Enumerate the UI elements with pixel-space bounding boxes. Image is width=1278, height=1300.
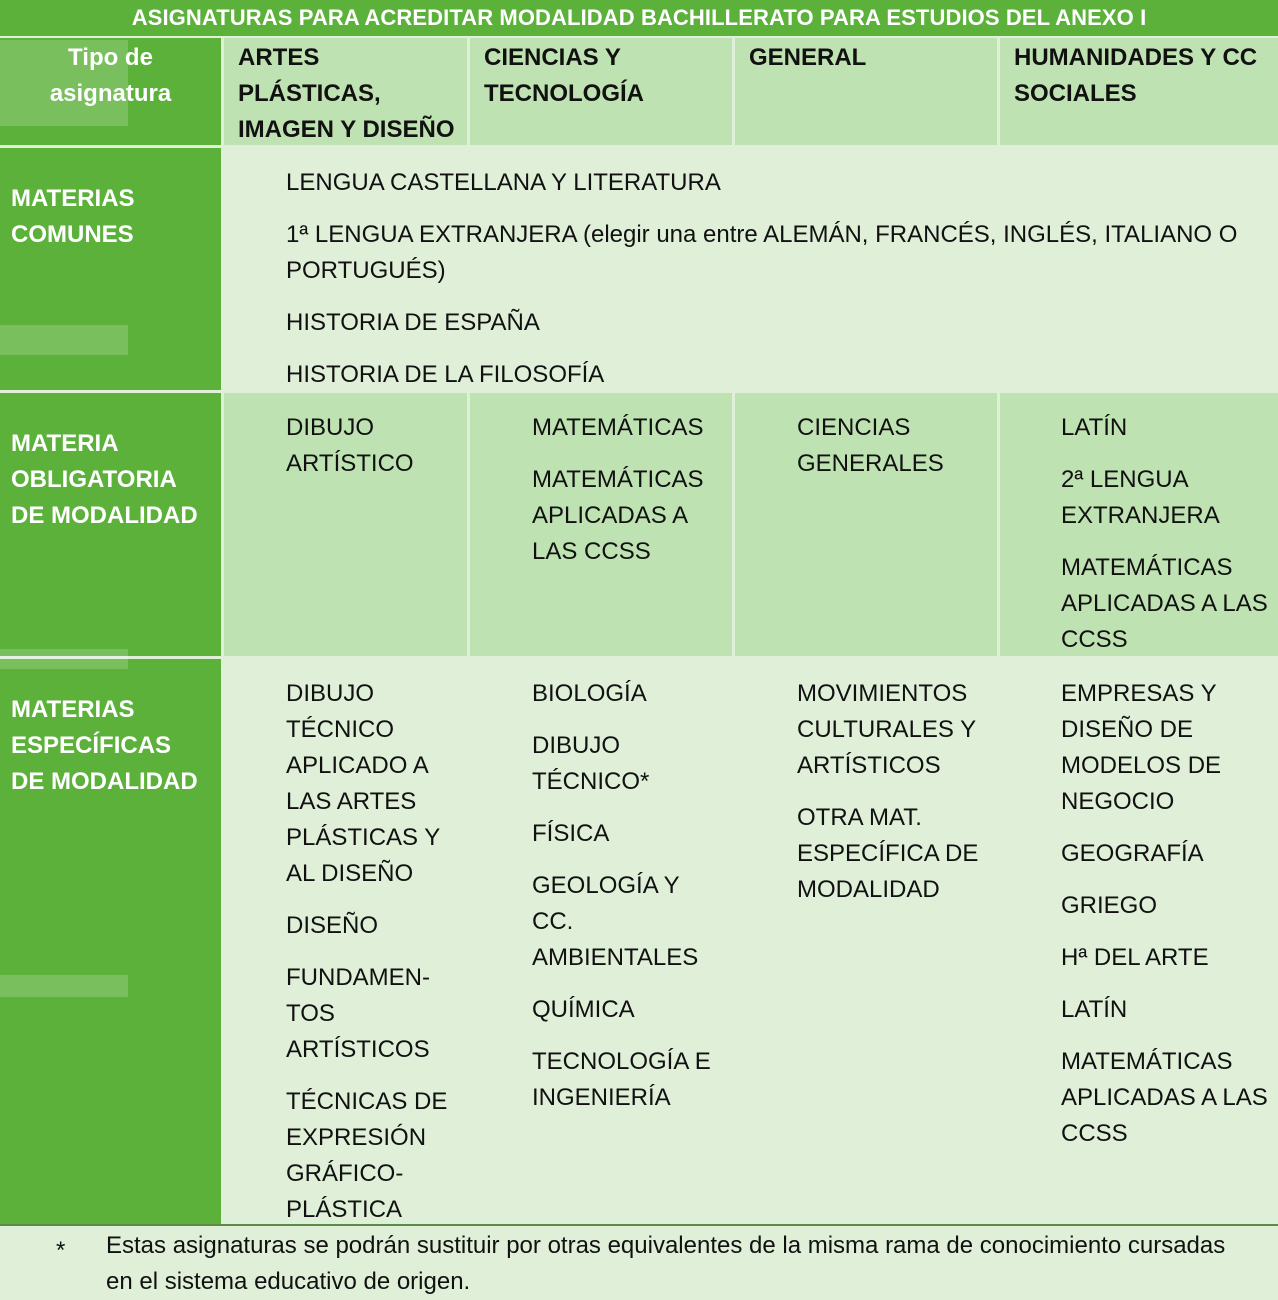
list-item: DISEÑO <box>286 912 379 939</box>
header-tipo-label: Tipo de asignatura <box>49 44 172 107</box>
decorative-band <box>0 325 128 355</box>
decorative-band <box>0 40 128 126</box>
list-item: TÉCNICAS DE EXPRESIÓN GRÁFICO-PLÁSTICA <box>286 1088 448 1223</box>
especificas-artes <box>224 659 467 1224</box>
list-item: HISTORIA DE LA FILOSOFÍA <box>286 361 605 388</box>
list-item: GRIEGO <box>1061 892 1158 919</box>
list-item: LATÍN <box>1061 414 1128 441</box>
obligatoria-general <box>735 393 997 656</box>
list-item: FUNDAMEN-TOS ARTÍSTICOS <box>286 964 430 1063</box>
header-col-general <box>735 38 997 145</box>
list-item: DIBUJO TÉCNICO* <box>532 732 650 795</box>
table-title: ASIGNATURAS PARA ACREDITAR MODALIDAD BACHILLERATO PARA ESTUDIOS DEL ANEXO I <box>0 0 1278 36</box>
row-label-especificas-text: MATERIAS ESPECÍFICAS DE MODALIDAD <box>11 696 198 795</box>
decorative-band <box>0 649 128 669</box>
especificas-ciencias <box>470 659 732 1224</box>
list-item: MATEMÁTICAS APLICADAS A LAS CCSS <box>1061 554 1268 653</box>
list-item: BIOLOGÍA <box>532 680 647 707</box>
list-item: TECNOLOGÍA E INGENIERÍA <box>532 1048 711 1111</box>
list-item: CIENCIAS GENERALES <box>797 414 944 477</box>
list-item: QUÍMICA <box>532 996 635 1023</box>
row-label-especificas <box>0 659 221 1224</box>
list-item: MOVIMIENTOS CULTURALES Y ARTÍSTICOS <box>797 680 976 779</box>
list-item: 1ª LENGUA EXTRANJERA (elegir una entre ALEMÁN, FRANCÉS, INGLÉS, ITALIANO O PORTUGUÉS) <box>286 221 1238 284</box>
comunes-list <box>224 148 1278 390</box>
obligatoria-ciencias <box>470 393 732 656</box>
table-bottom-rule <box>0 1224 1278 1226</box>
especificas-humanidades <box>1000 659 1278 1224</box>
list-item: FÍSICA <box>532 820 610 847</box>
list-item: DIBUJO TÉCNICO APLICADO A LAS ARTES PLÁSTICAS Y AL DISEÑO <box>286 680 440 887</box>
obligatoria-humanidades <box>1000 393 1278 656</box>
especificas-general <box>735 659 997 1224</box>
list-item: LATÍN <box>1061 996 1128 1023</box>
list-item: MATEMÁTICAS APLICADAS A LAS CCSS <box>1061 1048 1268 1147</box>
header-col-artes <box>224 38 467 145</box>
list-item: LENGUA CASTELLANA Y LITERATURA <box>286 169 721 196</box>
footnote <box>0 1227 1278 1300</box>
header-col-ciencias-label: CIENCIAS Y TECNOLOGÍA <box>484 44 644 107</box>
footnote-mark: * <box>56 1237 66 1264</box>
list-item: 2ª LENGUA EXTRANJERA <box>1061 466 1220 529</box>
list-item: MATEMÁTICAS <box>532 414 704 441</box>
list-item: HISTORIA DE ESPAÑA <box>286 309 540 336</box>
list-item: DIBUJO ARTÍSTICO <box>286 414 414 477</box>
obligatoria-artes <box>224 393 467 656</box>
decorative-band <box>0 975 128 997</box>
list-item: Hª DEL ARTE <box>1061 944 1209 971</box>
footnote-text: Estas asignaturas se podrán sustituir por otras equivalentes de la misma rama de conocimiento cursadas en el sistema educativo de origen. <box>106 1232 1226 1295</box>
header-col-humanidades-label: HUMANIDADES Y CC SOCIALES <box>1014 44 1258 107</box>
row-label-obligatoria <box>0 393 221 656</box>
list-item: MATEMÁTICAS APLICADAS A LAS CCSS <box>532 466 704 565</box>
list-item: OTRA MAT. ESPECÍFICA DE MODALIDAD <box>797 804 979 903</box>
list-item: GEOLOGÍA Y CC. AMBIENTALES <box>532 872 699 971</box>
header-col-artes-label: ARTES PLÁSTICAS, IMAGEN Y DISEÑO <box>238 44 455 143</box>
header-col-humanidades <box>1000 38 1278 145</box>
row-label-comunes-text: MATERIAS COMUNES <box>11 185 135 248</box>
row-label-obligatoria-text: MATERIA OBLIGATORIA DE MODALIDAD <box>11 430 198 529</box>
header-col-general-label: GENERAL <box>749 44 867 71</box>
list-item: EMPRESAS Y DISEÑO DE MODELOS DE NEGOCIO <box>1061 680 1222 815</box>
list-item: GEOGRAFÍA <box>1061 840 1204 867</box>
header-col-ciencias <box>470 38 732 145</box>
